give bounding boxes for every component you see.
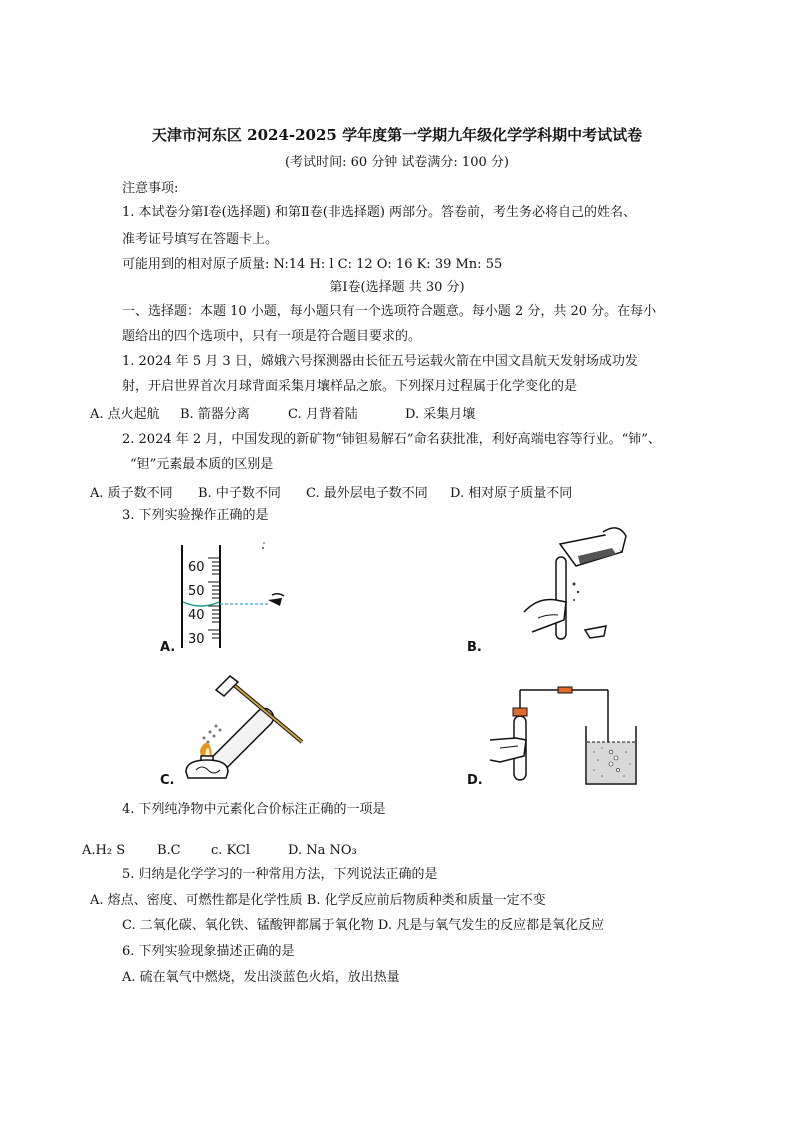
section-instr-2: 题给出的四个选项中，只有一项是符合题目要求的。 (122, 329, 422, 344)
q1-option-a[interactable]: A. 点火起航 (90, 407, 160, 422)
atomic-masses: 可能用到的相对原子质量: N:14 H: l C: 12 O: 16 K: 39 Mn: 55 (122, 257, 503, 272)
notice-heading: 注意事项: (122, 181, 179, 196)
figure-c-label: C. (160, 773, 175, 788)
tick-label-30: 30 (188, 632, 205, 647)
q6-stem: 6. 下列实验现象描述正确的是 (122, 944, 295, 959)
tick-label-40: 40 (188, 608, 205, 623)
figure-d-label: D. (467, 773, 483, 788)
q2-option-d[interactable]: D. 相对原子质量不同 (450, 486, 573, 501)
notice-line-1: 1. 本试卷分第Ⅰ卷(选择题) 和第Ⅱ卷(非选择题) 两部分。答卷前，考生务必将自己的姓名、 (122, 205, 637, 220)
exam-title: 天津市河东区 2024-2025 学年度第一学期九年级化学学科期中考试试卷 (151, 126, 643, 144)
q4-option-a[interactable]: A.H₂ S (82, 843, 126, 858)
q5-stem: 5. 归纳是化学学习的一种常用方法，下列说法正确的是 (122, 867, 438, 882)
q2-option-a[interactable]: A. 质子数不同 (90, 486, 173, 501)
q5-options-line-1[interactable]: A. 熔点、密度、可燃性都是化学性质 B. 化学反应前后物质种类和质量一定不变 (90, 893, 546, 908)
q4-option-c[interactable]: c. KCl (211, 843, 251, 858)
q5-options-line-2[interactable]: C. 二氧化碳、氧化铁、锰酸钾都属于氧化物 D. 凡是与氧气发生的反应都是氧化反应 (122, 918, 605, 933)
tick-label-50: 50 (188, 584, 205, 599)
q1-line-1: 1. 2024 年 5 月 3 日，嫦娥六号探测器由长征五号运载火箭在中国文昌航天发射场成功发 (122, 354, 638, 369)
exam-subtitle: (考试时间: 60 分钟 试卷满分: 100 分) (285, 155, 509, 170)
q1-line-2: 射，开启世界首次月球背面采集月壤样品之旅。下列探月过程属于化学变化的是 (122, 379, 578, 394)
tick-label-60: 60 (188, 560, 205, 575)
section-instr-1: 一、选择题：本题 10 小题，每小题只有一个选项符合题意。每小题 2 分，共 20 分。在每小 (122, 304, 657, 319)
q4-option-b[interactable]: B.C (157, 843, 181, 858)
figure-b-label: B. (467, 640, 482, 655)
q1-option-c[interactable]: C. 月背着陆 (288, 407, 358, 422)
figure-a-label: A. (160, 640, 176, 655)
q2-line-1: 2. 2024 年 2 月，中国发现的新矿物“铈钽易解石”命名获批准，利好高端电容等行业。“铈”、 (122, 432, 661, 447)
q4-stem: 4. 下列纯净物中元素化合价标注正确的一项是 (122, 802, 386, 817)
figure-b-solid-addition (518, 522, 638, 657)
q1-option-d[interactable]: D. 采集月壤 (405, 407, 476, 422)
figure-d-airtightness (490, 682, 650, 790)
section-title: 第Ⅰ卷(选择题 共 30 分) (329, 280, 465, 295)
figure-c-heating (172, 668, 312, 786)
q1-option-b[interactable]: B. 箭器分离 (180, 407, 250, 422)
q2-line-2: “钽”元素最本质的区别是 (130, 457, 274, 472)
notice-line-2: 准考证号填写在答题卡上。 (122, 232, 279, 247)
q4-option-d[interactable]: D. Na NO₃ (288, 843, 357, 858)
q6-option-a[interactable]: A. 硫在氧气中燃烧，发出淡蓝色火焰，放出热量 (122, 970, 400, 985)
figure-a-cylinder (150, 540, 310, 655)
q2-option-c[interactable]: C. 最外层电子数不同 (306, 486, 428, 501)
q2-option-b[interactable]: B. 中子数不同 (198, 486, 281, 501)
q3-stem: 3. 下列实验操作正确的是 (122, 508, 269, 523)
